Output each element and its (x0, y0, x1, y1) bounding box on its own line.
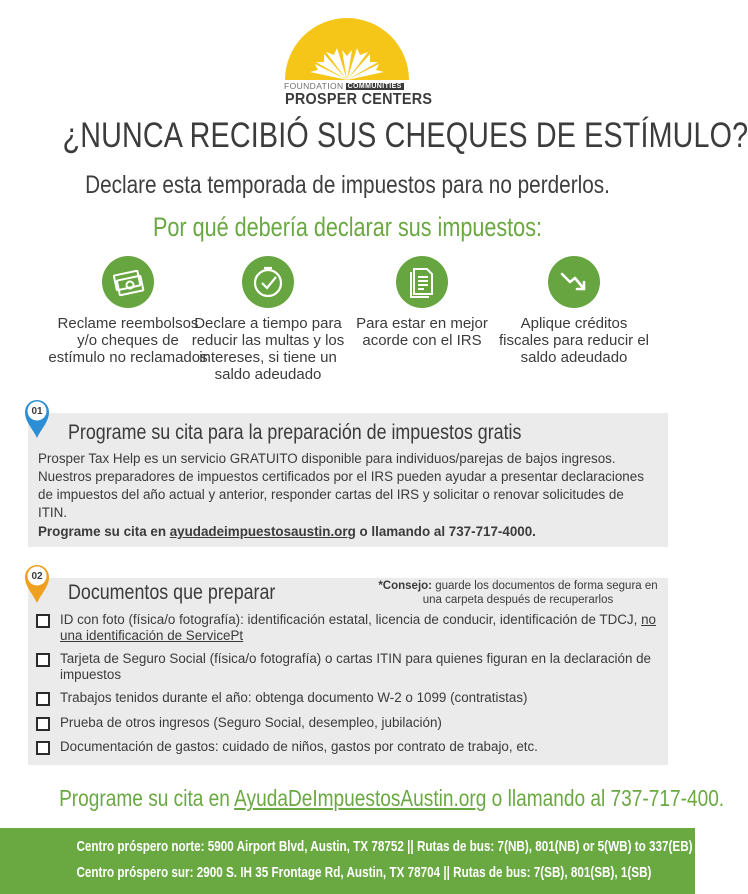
bottom-cta: Programe su cita en AyudaDeImpuestosAustin.org o llamando al 737-717-400. (59, 785, 725, 811)
checkbox[interactable] (36, 741, 50, 755)
pin-number-02: 02 (31, 571, 43, 582)
appointment-link[interactable]: ayudadeimpuestosaustin.org (169, 524, 356, 539)
reason-irs (342, 256, 502, 349)
reason-irs-text: Para estar en mejor acorde con el IRS (356, 315, 488, 349)
logo-foundation-text: FOUNDATION (284, 81, 344, 91)
documents-panel (28, 578, 668, 765)
bottom-cta-link[interactable]: AyudaDeImpuestosAustin.org (234, 785, 487, 811)
checklist-item-expenses: Documentación de gastos: cuidado de niños, gastos por contrato de trabajo, etc. (36, 739, 656, 755)
page-subtitle: Declare esta temporada de impuestos para no perderlos. (85, 171, 610, 199)
reason-credits (494, 256, 654, 366)
footer-south-center: Centro próspero sur: 2900 S. IH 35 Frontage Rd, Austin, TX 78704 || Rutas de bus: 7(SB), 801(SB), 1(SB) (76, 864, 652, 881)
location-pin-icon (23, 397, 51, 439)
clock-check-icon (242, 256, 294, 308)
footer-north-center: Centro próspero norte: 5900 Airport Blvd, Austin, TX 78752 || Rutas de bus: 7(NB), 801(NB) or 5(WB) to 337(EB) (76, 838, 693, 855)
appointment-title: Programe su cita para la preparación de impuestos gratis (68, 421, 522, 444)
document-icon (396, 256, 448, 308)
checkbox[interactable] (36, 614, 50, 628)
pin-number-01: 01 (31, 406, 43, 417)
prosper-centers-logo (280, 22, 433, 112)
documents-tip: *Consejo: guarde los documentos de forma segura en una carpeta después de recuperarlos (378, 580, 658, 606)
checkbox[interactable] (36, 653, 50, 667)
documents-title: Documentos que preparar (68, 581, 276, 604)
checkbox[interactable] (36, 717, 50, 731)
logo-communities-text: COMMUNITIES (347, 83, 402, 90)
reason-on-time (188, 256, 348, 383)
logo-name: PROSPER CENTERS (285, 91, 433, 108)
sun-icon (280, 22, 415, 84)
appointment-panel (28, 413, 668, 547)
reason-on-time-text: Declare a tiempo para reducir las multas y los intereses, si tiene un saldo adeudado (191, 315, 345, 383)
appointment-description: Prosper Tax Help es un servicio GRATUITO disponible para individuos/parejas de bajos ingresos. Nuestros preparadores de impuestos certificados por el IRS pueden ayudar a presentar declaraciones de impuestos del año actual y anterior, responder cartas del IRS y solicitar o renovar solicitudes de ITIN. (38, 451, 644, 520)
pin-marker-02 (23, 562, 51, 604)
checklist-item-social-security: Tarjeta de Seguro Social (física/o fotografía) o cartas ITIN para quienes figuran en la declaración de impuestos (36, 651, 656, 682)
checklist-item-other-income: Prueba de otros ingresos (Seguro Social, desempleo, jubilación) (36, 715, 656, 731)
pin-marker-01 (23, 397, 51, 439)
location-pin-icon (23, 562, 51, 604)
trend-down-icon (548, 256, 600, 308)
reason-credits-text: Aplique créditos fiscales para reducir el saldo adeudado (498, 315, 650, 366)
why-heading: Por qué debería declarar sus impuestos: (152, 212, 543, 242)
footer-banner (0, 828, 695, 894)
appointment-cta: Programe su cita en ayudadeimpuestosaustin.org o llamando al 737-717-4000. (38, 524, 536, 539)
checklist-item-jobs: Trabajos tenidos durante el año: obtenga documento W-2 o 1099 (contratistas) (36, 690, 656, 706)
money-icon (102, 256, 154, 308)
reason-refunds-text: Reclame reembolsos y/o cheques de estímulo no reclamados (48, 315, 208, 366)
checkbox[interactable] (36, 692, 50, 706)
page-title: ¿NUNCA RECIBIÓ SUS CHEQUES DE ESTÍMULO? (62, 116, 748, 155)
checklist-item-id: ID con foto (física/o fotografía): identificación estatal, licencia de conducir, identificación de TDCJ, no una identificación de ServicePt (36, 612, 656, 643)
reason-refunds (48, 256, 208, 366)
